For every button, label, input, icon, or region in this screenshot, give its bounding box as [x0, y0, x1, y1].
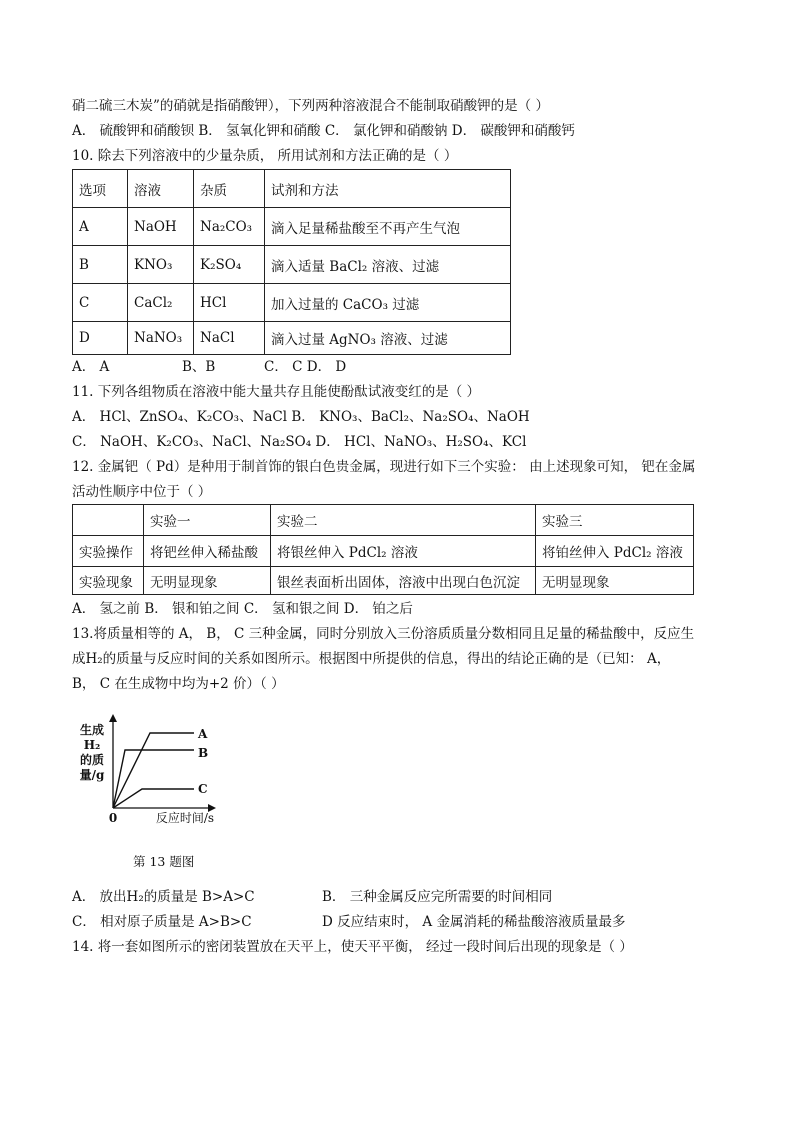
- q13-stem-3: B， C 在生成物中均为+2 价）（ ）: [72, 676, 285, 692]
- table-cell: 滴入过量 AgNO₃ 溶液、过滤: [265, 322, 511, 355]
- q10-option-cd: C． C D． D: [264, 359, 347, 375]
- table-row: [73, 536, 694, 567]
- table-cell: 将银丝伸入 PdCl₂ 溶液: [271, 536, 536, 567]
- q10-stem: 10. 除去下列溶液中的少量杂质， 所用试剂和方法正确的是（ ）: [72, 148, 458, 164]
- y-axis-label-2: H₂: [83, 738, 101, 752]
- table-header-row: [73, 170, 511, 208]
- table-header-cell: 杂质: [194, 170, 265, 208]
- q11-stem: 11. 下列各组物质在溶液中能大量共存且能使酚酞试液变红的是（ ）: [72, 384, 481, 400]
- y-axis-label-3: 的质: [79, 753, 105, 767]
- table-header-cell: 试剂和方法: [265, 170, 511, 208]
- series-label-c: C: [198, 782, 208, 796]
- table-cell: 实验现象: [73, 567, 144, 595]
- table-header-cell: 选项: [73, 170, 128, 208]
- q13-stem-2: 成H₂的质量与反应时间的关系如图所示。根据图中所提供的信息，得出的结论正确的是（已知： A，: [72, 651, 671, 667]
- table-header-cell: 实验三: [536, 505, 694, 536]
- table-cell: 加入过量的 CaCO₃ 过滤: [265, 284, 511, 322]
- q13-option-d: D 反应结束时， A 金属消耗的稀盐酸溶液质量最多: [322, 914, 626, 930]
- q11-options-ab: A． HCl、ZnSO₄、K₂CO₃、NaCl B． KNO₃、BaCl₂、Na₂SO₄、NaOH: [72, 409, 530, 425]
- table-header-row: [73, 505, 694, 536]
- table-cell: KNO₃: [128, 246, 194, 284]
- table-cell: HCl: [194, 284, 265, 322]
- q14-stem: 14. 将一套如图所示的密闭装置放在天平上，使天平平衡， 经过一段时间后出现的现象是（ ）: [72, 939, 633, 955]
- table-cell: B: [73, 246, 128, 284]
- table-row: [73, 284, 511, 322]
- table-cell: NaNO₃: [128, 322, 194, 355]
- table-cell: NaCl: [194, 322, 265, 355]
- table-cell: NaOH: [128, 208, 194, 246]
- table-cell: Na₂CO₃: [194, 208, 265, 246]
- series-label-a: A: [198, 727, 208, 741]
- q12-stem-1: 12. 金属钯（ Pd）是种用于制首饰的银白色贵金属，现进行如下三个实验： 由上述现象可知， 钯在金属: [72, 459, 696, 475]
- table-row: [73, 567, 694, 595]
- table-cell: 无明显现象: [144, 567, 271, 595]
- q10-table: [72, 169, 511, 355]
- table-header-cell: 溶液: [128, 170, 194, 208]
- table-cell: 无明显现象: [536, 567, 694, 595]
- series-label-b: B: [198, 746, 209, 760]
- y-axis-label-1: 生成: [79, 723, 105, 737]
- table-cell: K₂SO₄: [194, 246, 265, 284]
- series-line-a: [113, 733, 194, 808]
- series-line-c: [113, 789, 194, 808]
- figure-caption: 第 13 题图: [133, 854, 195, 869]
- table-cell: 将钯丝伸入稀盐酸: [144, 536, 271, 567]
- q9-options: A． 硫酸钾和硝酸钡 B． 氢氧化钾和硝酸 C． 氯化钾和硝酸钠 D． 碳酸钾和硝酸钙: [72, 123, 575, 139]
- y-axis-label-4: 量/g: [79, 768, 105, 782]
- table-cell: 银丝表面析出固体，溶液中出现白色沉淀: [271, 567, 536, 595]
- table-header-cell: 实验二: [271, 505, 536, 536]
- table-cell: C: [73, 284, 128, 322]
- table-cell: 将铂丝伸入 PdCl₂ 溶液: [536, 536, 694, 567]
- q10-options: [72, 357, 346, 377]
- q13-option-c: C． 相对原子质量是 A>B>C: [72, 914, 252, 930]
- q13-figure: [72, 712, 232, 872]
- table-row: [73, 322, 511, 355]
- table-cell: D: [73, 322, 128, 355]
- table-cell: A: [73, 208, 128, 246]
- q11-options-cd: C． NaOH、K₂CO₃、NaCl、Na₂SO₄ D． HCl、NaNO₃、H₂SO₄、KCl: [72, 434, 527, 450]
- q12-stem-2: 活动性顺序中位于（ ）: [72, 484, 212, 500]
- table-cell: 滴入足量稀盐酸至不再产生气泡: [265, 208, 511, 246]
- q13-option-a: A． 放出H₂的质量是 B>A>C: [72, 889, 255, 905]
- q13-stem-1: 13.将质量相等的 A， B， C 三种金属，同时分别放入三份溶质质量分数相同且足量的稀盐酸中，反应生: [72, 626, 695, 642]
- q10-option-b: B、B: [182, 359, 216, 375]
- table-cell: 实验操作: [73, 536, 144, 567]
- table-row: [73, 246, 511, 284]
- table-header-cell: [73, 505, 144, 536]
- q10-option-a: A． A: [72, 359, 110, 375]
- q12-table: [72, 504, 694, 595]
- q13-option-b: B． 三种金属反应完所需要的时间相同: [322, 889, 553, 905]
- q12-options: A． 氢之前 B． 银和铂之间 C． 氢和银之间 D． 铂之后: [72, 601, 413, 617]
- x-axis-label: 反应时间/s: [155, 811, 215, 825]
- table-cell: CaCl₂: [128, 284, 194, 322]
- table-cell: 滴入适量 BaCl₂ 溶液、过滤: [265, 246, 511, 284]
- origin-label: 0: [108, 811, 118, 825]
- y-axis-arrow: [109, 714, 117, 722]
- table-row: [73, 208, 511, 246]
- table-header-cell: 实验一: [144, 505, 271, 536]
- q9-stem-end: 硝二硫三木炭”的硝就是指硝酸钾），下列两种溶液混合不能制取硝酸钾的是（ ）: [72, 98, 549, 114]
